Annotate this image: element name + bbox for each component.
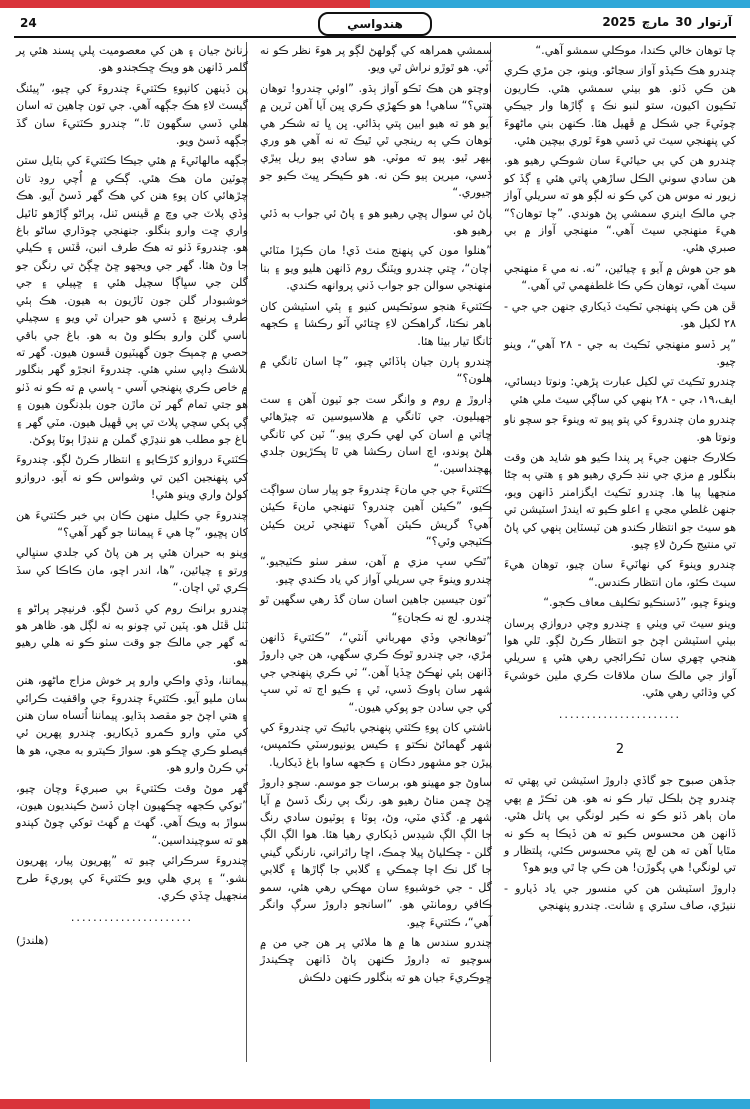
header-rule xyxy=(14,36,736,38)
paragraph: ”پر ڏسو منهنجي ٽڪيٽ به جي - ٢٨ آهي“، وينو چيو. xyxy=(504,337,736,368)
paragraph: ڊاروڙ اسٽيشن هن کي منسور جي ياد ڏيارو - ننيڙي، صاف سٿري ۽ شانت. چندرو پنهنجي xyxy=(504,881,736,913)
column-right xyxy=(504,42,736,918)
bottom-color-bar xyxy=(0,1099,750,1109)
paragraph: چندرو وينوءَ کي نهاٽيءَ سان چيو، توهان هيءَ سيٽ ڪئو، مان انتظار ڪندس.“ xyxy=(504,558,736,589)
paragraph: چندرو هڪ ڪيڏو آواز سڃاڻو. وينو، جن مڙي ڪري هن ڪي ڏٺو. هو بيٺي سمشي هئي. ڪاريون ٽڪيون اکيون، ستو لنبو نڪ ۽ ڳاڙها وار جيڪي چوٽيءَ جي شڪل ۾ ڦهيل هئا. ڪنهن بني ماڻهوءَ کي پنهنجي سيٽ تي ڏسي هوءَ ٿوري بيچين هئي. xyxy=(504,64,736,148)
paragraph: ناشتي کان پوءِ ڪٽتي پنهنجي بائيڪ تي چندروءَ کي شهر گهمائڻ نڪتو ۽ ڪيس يونيورسٽي ڪئمپس، پيڙن جو مشهور دڪان ۽ ڪجهه ساوا باغ ڏيکاريا. xyxy=(260,721,492,769)
paragraph: پن ڏينهن کانپوءِ ڪٽتيءَ چندروءَ کي چيو، ”پيئنگ گيسٽ لاءِ هڪ جڳهه آهي. جي تون چاهين ته اسان هلي ڏسي سگهون ٿا.“ چندرو ڪٽتيءَ سان گڏ جڳهه ڏسڻ ويو. xyxy=(16,81,248,148)
paragraph: وينو به حيران هئي پر هن پاڻ کي جلدي سنڀالي ورتو ۽ چيائين، ”ها، اندر اچو، مان ڪاڪا کي سڏ ڪري ٿي اچان.“ xyxy=(16,546,248,595)
paragraph: چندرو هن کي بي حيائيءَ سان شوڪي رهيو هو. هن سادي سوني الڪل ساڙهي پاتي هئي ۽ ڳڏ کو زيور نه موس هن کي ڪو نه لڳو هو ته سريلي آواز جي مالڪ اينري سمشي پڻ هوندي. ”چا توهان؟“ هيءَ منهنجي سيٽ آهي.“ منهنجي آواز ۾ بي صبري هئي. xyxy=(504,154,736,255)
paragraph: چندرو سندس ها ۾ ها ملائي پر هن جي من ۾ سوچيو ته ڊاروڙ ڪنهن پاڻ ڏانهن ڇڪيندڙ ڇوڪريءَ جيان هو ته بنگلور ڪنهن دلڪش xyxy=(260,935,492,984)
paragraph: ڪلارڪ جنهن جيءَ پر پندا ڪيو هو شايد هن وقت بنگلور ۾ مزي جي ننڊ ڪري رهيو هو ۽ هتي ٻه ڄڻا منجهيا پيا ها. چندرو ٽڪيٽ ايگزامنر ڏانهن ويو، جنهن غلطي مڃي ۽ اعلو ڪيو ته ايندڙ اسٽيشن تي هو سيٽ جو انتظار ڪندو هن ٽيسٽاين ٻنهي کي پاڻ تي منتيج ڪرڻ لاءِ چيو. xyxy=(504,450,736,551)
column-left xyxy=(16,42,248,949)
issue-weekday: آرتوار xyxy=(697,15,732,29)
paragraph: چندرو ٽڪيٽ تي لکيل عبارت پڙهي: ونوتا ديسائي، ايف،١٩، جي - ٢٨ بنهي کي ساڳي سيٽ ملي هئي xyxy=(504,375,736,406)
paragraph: ڦن هن ڪي پنهنجي ٽڪيٽ ڏيکاري جنهن جي جي - ٢٨ لکيل هو. xyxy=(504,299,736,331)
paragraph: سمشي همراهه کي ڳولهڻ لڳو پر هوءَ نظر ڪو نه آئي. هو ٿوڙو نراش ٿي ويو. xyxy=(260,44,492,75)
paragraph: پاڻ ئي سوال پڇي رهيو هو ۽ پاڻ ئي جواب به ڏئي رهيو هو. xyxy=(260,206,492,238)
issue-day: 30 xyxy=(675,15,692,29)
paragraph: جڏهن صبوح جو گاڏي ڊاروڙ اسٽيشن تي پهتي ته چندرو ڇڻ بلڪل تيار ڪو نه هو. هن ٽڪڙ ۾ ٻهي مان ٻاهر ڏٺو ڪو نه ڪير لونگي بي پاتل هئي. ڏانهن هن محسوس ڪيو ته هن ڏيڪا ٻه ڪو نه مٿايا آهن ته هن لڄ پتي محسوس ڪئي، پلتظار و تي لونگي! هي پگوڙن! هن ڪي چا ٿي ويو هو؟ xyxy=(504,774,736,875)
paragraph: ڪٽتيءَ جي جي مانءَ چندروءَ جو پيار سان سواڳت ڪيو، ”ڪيئن آهين چندرو؟ تنهنجي مانءَ ڪيئن آهي؟ گريش ڪيئن آهي؟ تنهنجي ٽرين ڪيئن ڪٽيجي وئي؟“ xyxy=(260,482,492,548)
issue-date xyxy=(602,15,732,29)
section-number: 2 xyxy=(615,742,625,758)
paragraph: چندروءَ جي ڪليل منهن ڪان بي خبر ڪٽتيءَ هن کان پڇيو، ”چا هي ءَ پيماننا جو گهر آهي؟“ xyxy=(16,508,248,539)
top-color-bar xyxy=(0,0,750,8)
paragraph: چندرو برانڪ روم کي ڏسڻ لڳو. فرنيچر پراڻو ۽ ٽٺل ڦٽل هو. پٽين ٽي چونو به نه لڳل هو. ظاهر هو ته گهر جي مالڪ جو وقت سٺو ڪو نه هلي رهيو هو. xyxy=(16,601,248,667)
paragraph: وينو سيٽ تي ويٺي ۽ چندرو وچي دروازي پرسان بيٺي اسٽيشن اچڻ جو انتظار ڪرڻ لڳو. ٿلي هوا هنجي چهري سان ٽڪرائجي رهي هئي ۽ سريلي آواز جي مالڪ سان ملاقات ڪري ملين خوشيءَ کي وڌائي رهي هئي. xyxy=(504,616,736,700)
paragraph: اوچتو هن هڪ ٽڪو آواز ٻڌو. ”اوئي چندرو! توهان هتي؟“ ساهي! هو ڪهڙي ڪري ڀين آيا آهن ٽرين ۾ آيو هو ته هيو ابين پتي ٻڌائي. ڀن ڀا ته شڪر هي توهان ڪي ٻه رينجي ٿي ٿيڪ ته نه آهي هو وري ٻيهر ٿيو. پيو ته موٽي. هو سادي ٻيو ريل ٻيڙي ڏسي، ميرين ٻيو ڪن نه. هو ڪيڪر ڀيٽ ڪيو جو جيوري.“ xyxy=(260,81,492,200)
issue-year: 2025 xyxy=(602,15,636,29)
paragraph: ”توهانجي وڏي مهرباني آنٽي“، ”ڪٽتيءَ ڏانهن مڙي، جي چندرو ٿوڪ ڪري سگهي، هن جي ڊاروڙ ڏانهن ٻئي ٺهڪڻ ڇڏيا آهن.“ ٽي ڪري پنهنجي جي شهر سان ٻاوڪ ڏسي، ٿي ۽ ڪيو اڄ ته ٽي سڀ کي جي سادن جو پوکي هيون.“ xyxy=(260,631,492,714)
paragraph: جڳهه مالهاٽيءَ ۾ هئي جيڪا ڪٽتيءَ کي بٽايل ستن چوٽين مان هڪ هئي. ڳڪي ۾ اُچي روڊ تان چڙهائي کان پوءِ هنن کي هڪ گهر ڏسڻ آيو. هڪ وڏي پلاٽ جي وچ ۾ ڦينس ٽنل، پراڻو ڳاڙهو ٽائيل واري ڇت وارو بنگلو. جنهنجي چوڌاري ساڻو باغ هو. چندروءَ ڏٺو ته هڪ طرف انبن، ڦٽس ۽ ڪيلي جا وڻ هئا. گهر جي ويجهو ڇڻ ڇڳڻ تي رنگن جو گلن جي سڀاڳا سچيل هئي ۽ ڇپيلي ۽ جي خوشبودار گلن جون ٽاڙيون به هيون. هڪ ٻئي طرف پرنيچ ۽ ڏسي هو حيران ٿي ويو ۽ سچيلي ناسي گلن وارو بڪلو وڻ به هو. باغ جي باقي حصي ۾ چمپڪ جون گهيٽيون ڦسون هيون. گهر ته بلاشڪ ڊاپي سٺي هئي. چندروءَ انجڙو گهر بنگلور ۾ خاص ڪري پنهنجي آسي - پاسي ۾ ته ڪو نه ڏٺو هو جتي تمام گهر ٽن ماڙن جون بلڊنگون هيون ۽ ڳي ٻکي سچي پلاٽ تي ٻي ڦهيل هيون. مٽي گهر ۽ باغ جو مطلب هو ننڍڙي گملن ۾ ننڍڙا ٻوٽا پوکڻ. xyxy=(16,154,248,446)
paragraph: ساوڻ جو مهينو هو، برسات جو موسم. سڄو ڊاروڙ ڇڻ ڇمن مناڻ رهيو هو. رنگ ٻي رنگ ڏسڻ ۾ آيا شهر ۾. گڏي مٽي، وڻ، ٻوٽا ۽ ٻوٽيون سادي رنگ جا الڳ الڳ شيڊس ڏيکاري رهيا هئا. هوا الڳ الڳ گلن - چڪلياڻ پيلا چمڪ، اڇا رائراني، نارنگي گيني جا گل نڪ اچا چمڪي ۽ گلابي جا ڳاڙها ۽ گلابي گل - جي خوشبوءِ سان مهڪي رهي هئي، سمو ڪافي رومانٽي هو. ”اسانجو ڊاروڙ سرڳ وانگر آهي“، ڪٽتيءَ چيو. xyxy=(260,776,492,929)
paragraph: ڊاروڙ ۾ روم و وانگر ست جو ٽيون آهن ۽ ست جهيليون. جي ٽانگي ۾ هلاسيوسين ته چيڙهائي ڇاتي ۾ اسان کي لهي ڪري پيو.“ ٽين کي ٽانگي هلڻ پوندو، اچ اسان رڪشا هي ٿا پڪڙيون جلدي پهچنداسين.“ xyxy=(260,392,492,476)
page-header xyxy=(14,12,736,34)
column-middle xyxy=(260,42,492,989)
masthead-logo: هندواسي xyxy=(318,12,432,36)
paragraph: چندرو ٻارن جيان ٻاڏائي چيو، ”چا اسان ٽانگي ۾ هلون؟“ xyxy=(260,354,492,386)
continued-note: (هلندڙ) xyxy=(16,933,49,947)
paragraph: چندرو مان چندروءَ کي پتو پيو ته وينوءَ جو سچو ناو ونوتا هو. xyxy=(504,413,736,444)
paragraph: چا توهان خالي ڪندا، موڪلي سمشو آهي.“ xyxy=(535,44,736,57)
top-color-bar-blue xyxy=(370,0,750,8)
paragraph: ”تون جيسين جاهين اسان سان گڏ رهي سگهين ٿو چندرو. لڄ نه ڪجانءِ“ xyxy=(260,593,492,624)
paragraph: ڪٽتيءَ هنجو سوٽڪيس کنيو ۽ ٻئي اسٽيشن کان ٻاهر نڪتا، گراهڪن لاءِ ڇتائي آٽو رڪشا ۽ ڪجهه ٽانگا تيار بيٺا هئا. xyxy=(260,299,492,348)
paragraph: پيماننا، وڏي واڪي وارو پر خوش مزاج ماڻهو، هنن سان مليو آيو. ڪٽتيءَ چندروءَ جي واقفيت ڪرائي ۽ هتي اچڻ جو مقصد ٻڌايو. پيماننا اُتساه سان هنن کي مٽي وارو ڪمرو ڏيکاريو. چندرو پهرين ئي فيصلو ڪري ڇڪو هو. سواڙ ڪيترو به مڃي، هو ها ئي ڪرڻ وارو هو. xyxy=(16,674,248,775)
page-number: 24 xyxy=(20,16,37,30)
paragraph: وينوءَ چيو، ”ڏسنڪيو تڪليف معاف ڪجو.“ xyxy=(543,596,736,610)
dotted-separator: ...................... xyxy=(558,707,682,721)
paragraph: گهر موڻ وقت ڪٽتيءَ بي صبريءَ وچان چيو، ”توکي ڪجهه ڇڪهيون اچان ڏسڻ ڪينديون هيون، سواڙ به ويڪ آهي. گهٽ ۾ گهٽ توکي چوڻ کپندو هو ته سوچينداسين.“ xyxy=(16,781,248,847)
paragraph: ”ٿڪي سڀ مزي ۾ آهن، سفر سٺو ڪٽيجيو.“ چندرو وينوءَ جي سريلي آواز کي ياد ڪندي چيو. xyxy=(260,555,492,586)
paragraph: ڪٽتيءَ دروازو کڙڪايو ۽ انتظار ڪرڻ لڳو. چندروءَ کي پنهنجين اکين تي وشواس ڪو نه آيو. دروازو کولڻ واري وينو هئي! xyxy=(16,453,248,502)
dotted-separator: ...................... xyxy=(70,910,194,924)
paragraph: هو جن هوش ۾ آيو ۽ چيائين، ”نه. نه مي ءَ منهنجي سيٽ آهي، توهان ڪي ڪا غلطفهمي ٿي آهي.“ xyxy=(504,261,736,293)
paragraph: زنانڻ جيان ۽ هن کي معصوميت پلي پسند هئي پر گلمر ڏانهن هو ويڪ ڇڪجندو هو. xyxy=(16,44,248,75)
paragraph: ”هنلوا مون کي پنهنج منٽ ڏي! مان ڪپڙا مٽائي اچان“، ڇتي چندرو ويٽنگ روم ڏانهن هليو ويو ۽ بنا منهنجي سوالن جو جواب ڏني پروانهه ڪندي. xyxy=(260,244,492,293)
bottom-color-bar-red xyxy=(0,1099,370,1109)
paragraph: چندروءَ سرڪرائي چيو ته ”پهريون پيار، پهريون نشو.“ ۽ پري هلي ويو ڪٽتيءَ کي پوريءَ طرح منجهيل ڇڏي ڪري. xyxy=(16,854,248,903)
issue-month: مارچ xyxy=(641,15,670,29)
